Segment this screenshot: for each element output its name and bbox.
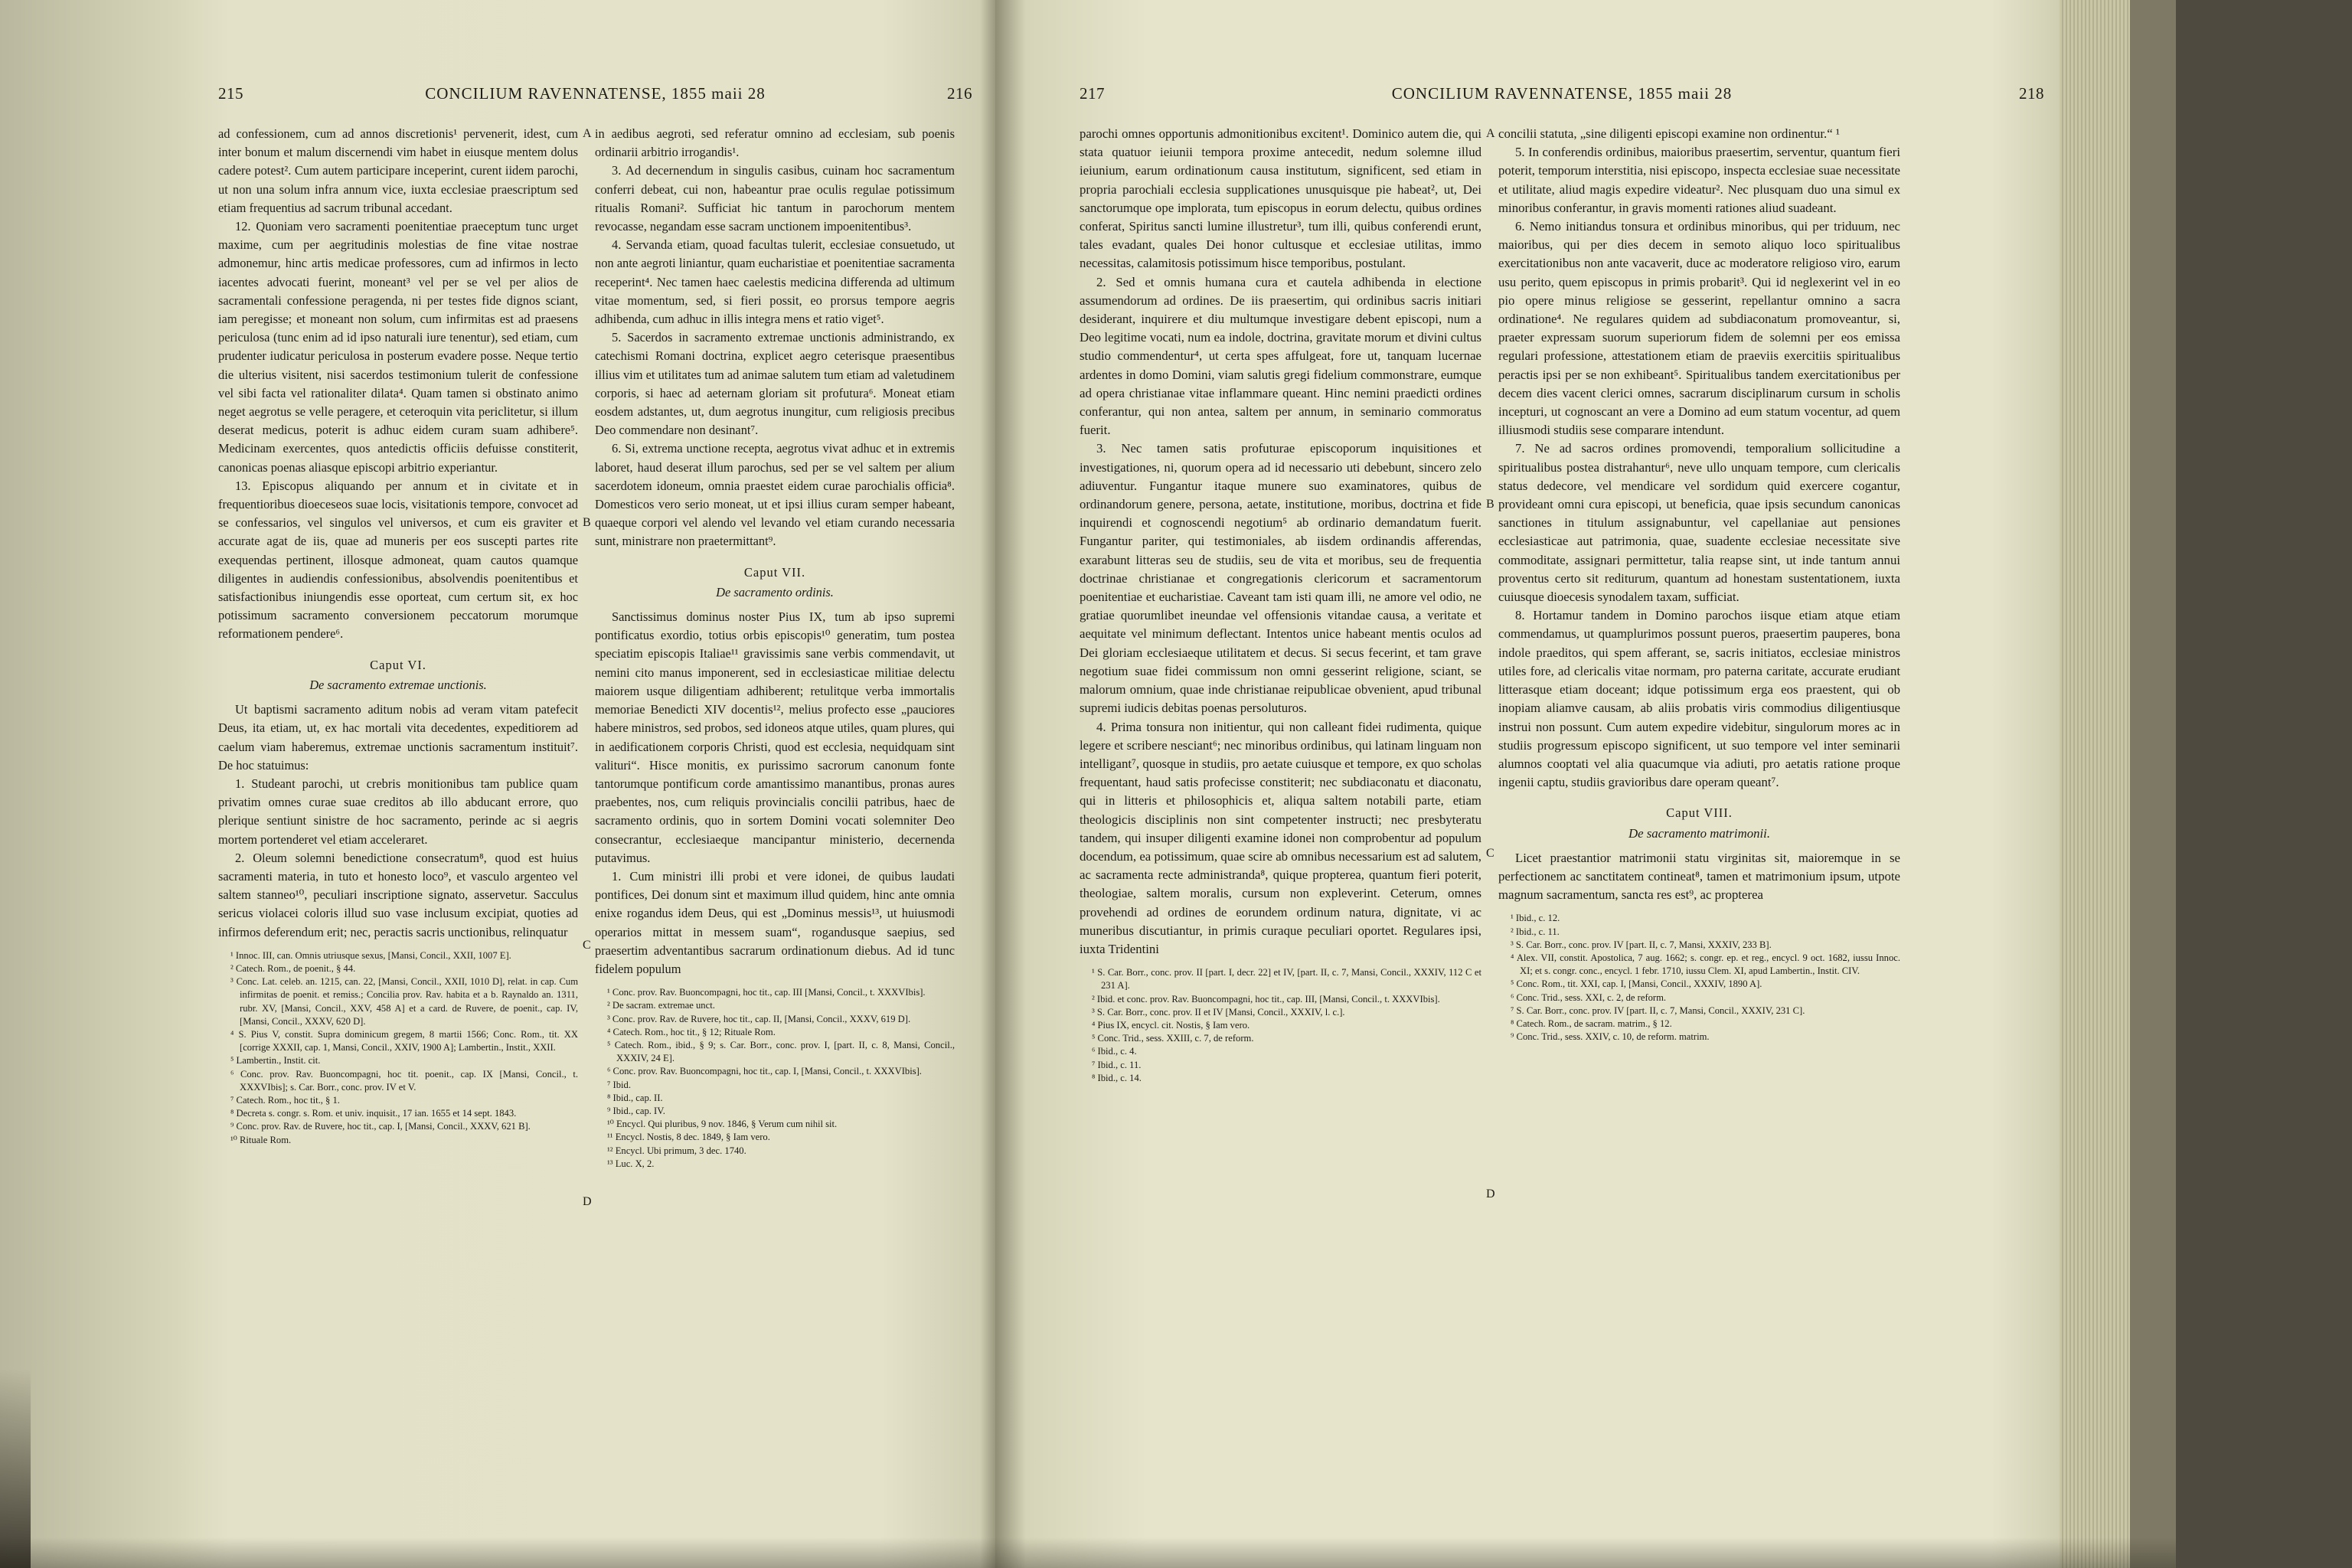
column-218 (1486, 125, 1900, 1200)
chapter-subtitle: De sacramento matrimonii. (1628, 825, 1771, 841)
footnote: ⁹ Conc. Trid., sess. XXIV, c. 10, de reform. matrim. (1511, 1031, 1710, 1043)
paragraph: 3. Ad decernendum in singulis casibus, cuinam hoc sacramentum conferri debeat, cui non, habeantur prae oculis regulae potissimum ritualis Romani². Sufficiat hic tantum in parochorum mentem revocasse, negandam esse sacram unctionem impoenitentibus³. (595, 163, 955, 234)
footnote: ⁸ Decreta s. congr. s. Rom. et univ. inquisit., 17 ian. 1655 et 14 sept. 1843. (230, 1108, 517, 1119)
paragraph: 12. Quoniam vero sacramenti poenitentiae praeceptum tunc urget maxime, cum per aegritudinis molestias de fine vitae nostrae admonemur, hinc artis medicae professores, cum ad infirmos in lecto iacentes advocati fuerint, moneant³ vel per se vel per alios de sacramentali confessione peragenda, ni per testes fide dignos sciant, iam peregisse; et moneant non solum, cum infirmitas est ad praesens periculosa (tunc enim ad id ipso naturali iure tenentur), sed etiam, cum prudenter iudicatur periculosa in posterum evadere posse. Neque tertio die ulterius visitent, nisi sacerdos testimonium tulerit de confessione vel sibi facta vel rationaliter dilata⁴. Quam tamen si obstinato animo neget aegrotus se velle peragere, et ceteroquin vita periclitetur, si illum deserat medicus, poterit is adhuc eidem curam suam adhibere⁵. Medicinam exercentes, quos antedictis officiis defuisse constiterit, canonicas poenas aliasque episcopi arbitrio experiantur. (218, 219, 578, 475)
footnote: ² Ibid. et conc. prov. Rav. Buoncompagni, hoc tit., cap. III, [Mansi, Concil., t. XXXVIbis]. (1092, 993, 1440, 1004)
footnote: ² Catech. Rom., de poenit., § 44. (230, 962, 356, 974)
footnote: ⁶ Conc. prov. Rav. Buoncompagni, hoc tit. poenit., cap. IX [Mansi, Concil., t. XXXVIbis]; s. Car. Borr., conc. prov. IV et V. (230, 1068, 578, 1093)
footnote: ³ S. Car. Borr., conc. prov. IV [part. II, c. 7, Mansi, XXXIV, 233 B]. (1511, 939, 1772, 950)
footnote: ⁶ Conc. prov. Rav. Buoncompagni, hoc tit., cap. I, [Mansi, Concil., t. XXXVIbis]. (607, 1066, 922, 1077)
paragraph: 1. Cum ministri illi probi et vere idonei, de quibus laudati pontifices, Dei donum sint et maximum illud quidem, hinc ante omnia enixe rogandus idem Deus, qui est „Dominus messis¹³, ut huiusmodi operarios mittat in messem suam“, rogandusque saepius, sed praesertim adventantibus sacrarum ordinationum diebus. Ad id tunc fidelem populum (595, 868, 955, 976)
footnote: ⁵ Conc. Trid., sess. XXIII, c. 7, de reform. (1092, 1033, 1254, 1044)
footnote: ² De sacram. extremae unct. (607, 1000, 715, 1011)
page-number: 217 (1080, 84, 1105, 103)
footnotes (218, 949, 578, 1147)
left-page (0, 0, 995, 1568)
footnote: ¹ Innoc. III, can. Omnis utriusque sexus, [Mansi, Concil., XXII, 1007 E]. (230, 949, 511, 961)
paragraph: 1. Studeant parochi, ut crebris monitionibus tam publice quam privatim omnes curae suae creditos ab illo abducant errore, quo plerique sentiunt sinistre de hoc sacramento, perinde ac si aegris mortem portenderet vel etiam acceleraret. (218, 776, 578, 847)
footnote: ¹ Conc. prov. Rav. Buoncompagni, hoc tit., cap. III [Mansi, Concil., t. XXXVIbis]. (607, 987, 926, 998)
footnotes (1080, 966, 1481, 1085)
footnote: ⁵ Conc. Rom., tit. XXI, cap. I, [Mansi, Concil., XXXIV, 1890 A]. (1511, 978, 1762, 990)
margin-marker: B (1486, 498, 1494, 511)
footnote: ³ Conc. Lat. celeb. an. 1215, can. 22, [Mansi, Concil., XXII, 1010 D], relat. in cap. Cum infirmitas de poenit. et remiss.; Concilia prov. Rav. habita et a b. Raynaldo an. 1311, rubr. XV, [Mansi, Concil., XXV, 458 A] et a card. de Ruvere, de poenit., cap. IV, [Mansi, Concil., XXXV, 620 D]. (230, 976, 578, 1027)
margin-marker: D (583, 1195, 592, 1208)
footnote: ⁹ Ibid., cap. IV. (607, 1105, 665, 1116)
book-cover-edge (2130, 0, 2176, 1568)
column-216 (583, 125, 955, 1208)
footnotes (595, 986, 955, 1171)
footnote: ¹⁰ Rituale Rom. (230, 1134, 292, 1145)
footnote: ⁵ Catech. Rom., ibid., § 9; s. Car. Borr., conc. prov. I, [part. II, c. 8, Mansi, Concil., XXXIV, 24 E]. (607, 1039, 955, 1064)
paragraph: parochi omnes opportunis admonitionibus excitent¹. Dominico autem die, qui stata quatuor ieiunii temporа proxime antecedit, nedum solemne illud ieiunium, earum ordinationum causa institutum, significent, sed etiam in propria parochiali ecclesia supplicationes unusquisque pie habeat², ut, Dei sanctorumque ope implorata, tum episcopus in eorum delectu, quibus ordines conferat, Spiritus sancti lumine illustretur³, tum illi, quibus conferendi erunt, tales evadant, quales Dei honor cultusque et ecclesiae utilitas, immo necessitas, calamitosis potissimum hisce temporibus, postulant. (1080, 126, 1481, 271)
column-215 (218, 125, 578, 1171)
paragraph: 5. Sacerdos in sacramento extremae unctionis administrando, ex catechismi Romani doctrina, explicet aegro ceterisque praesentibus illius vim et utilitates tum ad animae salutem tum etiam ad valetudinem corporis, si haec ad aeternam gloriam sit profutura⁶. Moneat etiam eosdem adstantes, ut, dum aegrotus inungitur, cum religiosis precibus Deo commendare non desinant⁷. (595, 330, 955, 438)
left-running-head (218, 84, 972, 103)
footnote: ⁶ Ibid., c. 4. (1092, 1046, 1137, 1057)
paragraph: 8. Hortamur tandem in Domino parochos iisque etiam atque etiam commendamus, ut quamplurimos possunt pueros, praesertim pauperes, bona indole praeditos, qui spem afferant, se, sacris initiatos, ecclesiae ministros utiles fore, ad clericalis vitae normam, pro paterna caritate, accurate erudiant litterasque etiam doceant; idque potissimum erga eos praestent, qui ob inopiam aliamve causam, ab aliis probatis viris commodius diligentiusque instrui non possunt. Cum autem expedire videbitur, singulorum mores ac in studiis progressum episcopo significent, ut suo tempore vel inter seminarii alumnos cooptati vel alia quacumque via adiuti, pro aetatis ratione proque ingenii captu, studiis gravioribus dare operam queant⁷. (1498, 608, 1900, 790)
right-columns (1080, 125, 2044, 1200)
footnote: ⁷ S. Car. Borr., conc. prov. IV [part. II, c. 7, Mansi, Concil., XXXIV, 231 C]. (1511, 1004, 1805, 1016)
right-page (995, 0, 2060, 1568)
paragraph: 6. Nemo initiandus tonsura et ordinibus minoribus, qui per triduum, nec maioribus, qui per dies decem in semoto aliquo loco spiritualibus exercitationibus non ante vacaverit, duce ac moderatore religioso viro, earum usu perito, quem episcopus in primis probarit³. Qui id neglexerint vel in eo pio opere minus religiose se gesserint, repellantur omnino a sacra ordinatione⁴. Ne regulares quidem ad subdiaconatum promoveantur, si, praeter expressam suorum superiorum fidem de solemni per eos emissa regulari professione, attestationem etiam de praeviis exercitiis spiritualibus peractis ipsi per se non exhibeant⁵. Spiritualibus tandem exercitationibus per decem dies vacent clerici omnes, sacrarum disciplinarum cursum in scholis incepturi, ut cognoscant an vere a Domino ad eum statum vocentur, ad quem illiusmodi studiis sese comparare intendunt. (1498, 219, 1900, 438)
page-number: 215 (218, 84, 243, 103)
footnote: ⁴ Alex. VII, constit. Apostolica, 7 aug. 1662; s. congr. ep. et reg., encycl. 9 oct. 1682, iussu Innoc. XI; et s. congr. conc., encycl. 1 febr. 1710, iussu Clem. XI, apud Lambertin., Instit. CIV. (1511, 952, 1900, 977)
footnote: ⁸ Ibid., cap. II. (607, 1092, 663, 1103)
footnote: ³ S. Car. Borr., conc. prov. II et IV [Mansi, Concil., XXXIV, l. c.]. (1092, 1006, 1345, 1018)
paragraph: 13. Episcopus aliquando per annum et in civitate et in frequentioribus dioeceseos suae locis, visitationis tempore, convocet ad se confessarios, vel singulos vel universos, et cum eis graviter et accurate agat de iis, quae ad muneris per eos suscepti partes rite exequendas pertinent, illosque admoneat, quam cautos quamque diligentes in audiendis confessionibus, absolvendis poenitentibus et satisfactionibus iniungendis esse oporteat, cum certum sit, ex hoc potissimum sacramento conversionem peccatorum morumque reformationem pendere⁶. (218, 478, 578, 642)
footnote: ⁹ Conc. prov. Rav. de Ruvere, hoc tit., cap. I, [Mansi, Concil., XXXV, 621 B]. (230, 1121, 531, 1132)
page-number: 218 (2019, 84, 2044, 103)
paragraph: 7. Ne ad sacros ordines promovendi, temporalium sollicitudine a spiritualibus postea distrahantur⁶, neve ullo unquam tempore, cum clericalis status dedecore, vel mendicare vel sordidum quid exercere cogantur, provideant omni cura episcopi, ut beneficia, quae ipsis secundum canonicas sanctiones in titulum assignabuntur, vel capellaniae aut pensiones ecclesiasticae aut patrimonia, quae, suadente ecclesiae necessitate sive commoditate, assignari permittetur, talia reapse sint, ut inde tantum annui proventus certo sit rediturum, quantum ad honestam sustentationem, iuxta cuiusque dioecesis synodalem taxam, sufficiat. (1498, 441, 1900, 605)
footnote: ⁶ Conc. Trid., sess. XXI, c. 2, de reform. (1511, 991, 1667, 1003)
footnote: ⁷ Ibid., c. 11. (1092, 1059, 1142, 1070)
footnote: ⁷ Catech. Rom., hoc tit., § 1. (230, 1094, 340, 1106)
margin-marker: C (583, 939, 591, 952)
margin-marker: B (583, 516, 591, 529)
footnotes (1498, 912, 1900, 1044)
column-217 (1080, 125, 1481, 1085)
footnote: ⁸ Ibid., c. 14. (1092, 1072, 1142, 1083)
page-stack-edge (2060, 0, 2130, 1568)
page-number: 216 (947, 84, 972, 103)
chapter-title: Caput VII. (743, 564, 806, 580)
paragraph: 5. In conferendis ordinibus, maioribus praesertim, serventur, quantum fieri poterit, temporum interstitia, nisi episcopo, inspecta ecclesiae suae necessitate et utilitate, aliud magis expedire videatur². Nec plusquam duo una simul ex minoribus conferantur, in gravis momenti rationes aliud suadeant. (1498, 145, 1900, 215)
paragraph: Ut baptismi sacramento aditum nobis ad veram vitam patefecit Deus, ita etiam, ut, ex hac mortali vita decedentes, expeditiorem ad caelum viam haberemus, extremae unctionis sacramentum instituit⁷. De hoc statuimus: (218, 702, 578, 773)
footnote: ⁷ Ibid. (607, 1079, 631, 1090)
running-title: CONCILIUM RAVENNATENSE, 1855 maii 28 (425, 84, 766, 103)
margin-marker: D (1486, 1187, 1495, 1200)
footnote: ⁵ Lambertin., Instit. cit. (230, 1055, 321, 1067)
footnote: ¹¹ Encycl. Nostis, 8 dec. 1849, § Iam vero. (607, 1132, 770, 1143)
paragraph: 6. Si, extrema unctione recepta, aegrotus vivat adhuc et in extremis laboret, haud deserat illum parochus, sed per se vel saltem per alium sacerdotem idoneum, omnia praestet eidem curae parochialis officia⁸. Domesticos vero serio moneat, ut et ipsi illius curam semper habeant, quaeque corpori vel alendo vel levando vel etiam curando necessaria sunt, ministrare non praetermittant⁹. (595, 441, 955, 549)
paragraph: 4. Servanda etiam, quoad facultas tulerit, ecclesiae consuetudo, ut non ante aegroti liniantur, quam eucharistiae et poenitentiae sacramenta receperint⁴. Nec tamen haec caelestis medicina differenda ad ultimum vitae momentum, sed, si fieri possit, eo prorsus tempore aegris adhibenda, cum adhuc in illis integra mens et ratio viget⁵. (595, 237, 955, 327)
paragraph: concilii statuta, „sine diligenti episcopi examine non ordinentur.“ ¹ (1498, 126, 1840, 141)
footnote: ¹ S. Car. Borr., conc. prov. II [part. I, decr. 22] et IV, [part. II, c. 7, Mansi, Concil., XXXIV, 112 C et 231 A]. (1092, 967, 1481, 991)
margin-marker: A (1486, 127, 1495, 140)
footnote: ¹ Ibid., c. 12. (1511, 913, 1560, 924)
paragraph: 4. Prima tonsura non initientur, qui non calleant fidei rudimenta, quique legere et scribere nesciant⁶; nec minoribus ordinibus, qui latinam linguam non intelligant⁷, quosque in studiis, pro aetate cuiusque et tempore, ex quo scholas frequentant, haud satis profecisse constiterit; nec subdiaconatu et diaconatu, qui in litteris et philosophicis et, aliqua saltem notabili parte, etiam theologicis disciplinis non sint competenter instructi; nec presbyteratu tandem, qui insuper diligenti examine idonei non comprobentur ad populum docendum, ea potissimum, quae scire ab omnibus necessarium est ad salutem, ac sacramenta recte administranda⁸, quique propterea, quantum fieri poterit, theologiae, saltem moralis, cursum non expleverint. Ceterum, omnes provehendi ad ordines de eorundem ordinum natura, dignitate, vi ac muneribus discutiantur, in primis curaque peculiari oportet. Regulares ipsi, iuxta Tridentini (1080, 719, 1481, 956)
footnote: ¹² Encycl. Ubi primum, 3 dec. 1740. (607, 1145, 746, 1156)
paragraph: in aedibus aegroti, sed referatur omnino ad ecclesiam, sub poenis ordinarii arbitrio irrogandis¹. (595, 126, 955, 160)
chapter-title: Caput VIII. (1666, 805, 1733, 821)
paragraph: Licet praestantior matrimonii statu virginitas sit, maioremque in se perfectionem ac sanctitatem contineat⁸, tamen et matrimonium ipsum, utpote magnum sacramentum, sancta res est⁹, ac propterea (1498, 850, 1900, 903)
paragraph: 3. Nec tamen satis profuturae episcoporum inquisitiones et investigationes, ni, quorum opera ad id necessario uti debebunt, sincero zelo adiuventur. Fungantur itaque munere suo examinatores, quibus de ordinandorum genere, persona, aetate, institutione, moribus, doctrina et fide inquirendi et cognoscendi negotium⁵ ab ordinario demandatum fuerit. Fungantur pariter, qui testimoniales, ab iisdem ordinandis afferendas, exarabunt litteras seu de studiis, seu de vita et moribus, seu de frequentia doctrinae christianae et congregationis clericorum et sacramentorum poenitentiae et eucharistiae. Caveant tam isti quam illi, ne amore vel odio, ne gratiae quorumlibet ineundae vel offensionis vitandae causa, a veritate et aequitate vel minimum deflectant. Intentos unice habeant mentis oculos ad Dei gloriam ecclesiaeque utilitatem et decus. Si secus fecerint, et tam grave negotium suae fidei commissum non omni gesserint religione, sciant, se malorum omnium, quae inde christianae reipublicae obvenient, apud tribunal supremi iudicis debitas poenas persoluturos. (1080, 441, 1481, 716)
margin-marker: A (583, 127, 592, 140)
chapter-title: Caput VI. (370, 657, 426, 672)
left-columns (218, 125, 972, 1208)
chapter-subtitle: De sacramento extremae unctionis. (309, 677, 487, 692)
paragraph: 2. Oleum solemni benedictione consecratum⁸, quod est huius sacramenti materia, in tuto et honesto loco⁹, et vasculo argenteo vel saltem stanneo¹⁰, peculiari inscriptione signato, asservetur. Sacculus sericus violacei coloris illud suo vase inclusum excipiat, quoties ad infirmos deferendum erit; nec, peractis sacris unctionibus, relinquatur (218, 850, 578, 939)
paragraph: ad confessionem, cum ad annos discretionis¹ pervenerit, idest, cum inter bonum et malum discernendi vim habet in eiusque mentem dolus cadere potest². Cum autem participare inceperint, curent iidem parochi, ut non una solum infra annum vice, iuxta ecclesiae praescriptum sed etiam frequentius ad sacrum tribunal accedant. (218, 126, 578, 215)
paragraph: 2. Sed et omnis humana cura et cautela adhibenda in electione assumendorum ad ordines. De iis praesertim, qui ordinibus sacris initiari desiderant, inquirere et diu multumque investigare debent episcopi, num a Deo legitime vocati, num ea indole, doctrina, gravitate morum et divini cultus studio commendentur⁴, ut certa spes affulgeat, fore ut, tanquam lucernae ardentes in domo Domini, viam salutis gregi fidelium commonstrare, eumque ad opera christianae vitae inflammare queant. Hinc nemini praedicti ordines conferantur, qui non antea, saltem per annum, in seminario commoratus fuerit. (1080, 274, 1481, 438)
paragraph: Sanctissimus dominus noster Pius IX, tum ab ipso supremi pontificatus exordio, totius orbis episcopis¹⁰ generatim, tum postea speciatim episcopis Italiae¹¹ gravissimis sane verbis commendavit, ut nemini cito manus imponerent, sed in ecclesiasticae militiae delectu maiorem usque diligentiam adhiberent; retulitque verba immortalis memoriae Benedicti XIV docentis¹², melius profecto esse „pauciores habere ministros, sed probos, sed idoneos atque utiles, quam plures, qui in aedificationem corporis Christi, quod est ecclesia, nequidquam sint valituri“. Hisce monitis, ex purissimo sacrorum canonum fonte tantorumque pontificum corde amantissimo manantibus, pronas aures praebentes, nos, cum reliquis provincialis concilii patribus, haec de sacramento ordinis, quo in sortem Domini vocati solemniter Deo consecrantur, ecclesiaeque mancipantur ministerio, decernenda putavimus. (595, 609, 955, 865)
footnote: ⁴ S. Pius V, constit. Supra dominicum gregem, 8 martii 1566; Conc. Rom., tit. XX [corrige XXXII, cap. 1, Mansi, Concil., XXIV, 1900 A]; Lambertin., Instit., XXII. (230, 1028, 578, 1054)
footnote: ⁴ Pius IX, encycl. cit. Nostis, § Iam vero. (1092, 1019, 1250, 1031)
chapter-subtitle: De sacramento ordinis. (716, 584, 834, 599)
footnote: ⁴ Catech. Rom., hoc tit., § 12; Rituale Rom. (607, 1026, 776, 1037)
bottom-shadow (0, 1537, 2176, 1568)
footnote: ² Ibid., c. 11. (1511, 926, 1560, 937)
right-running-head (1080, 84, 2044, 103)
running-title: CONCILIUM RAVENNATENSE, 1855 maii 28 (1391, 84, 1733, 103)
margin-marker: C (1486, 847, 1494, 860)
footnote: ¹⁰ Encycl. Qui pluribus, 9 nov. 1846, § Verum cum nihil sit. (607, 1119, 838, 1130)
footnote: ¹³ Luc. X, 2. (607, 1158, 655, 1169)
footnote: ⁸ Catech. Rom., de sacram. matrim., § 12. (1511, 1018, 1672, 1029)
footnote: ³ Conc. prov. Rav. de Ruvere, hoc tit., cap. II, [Mansi, Concil., XXXV, 619 D]. (607, 1013, 911, 1024)
